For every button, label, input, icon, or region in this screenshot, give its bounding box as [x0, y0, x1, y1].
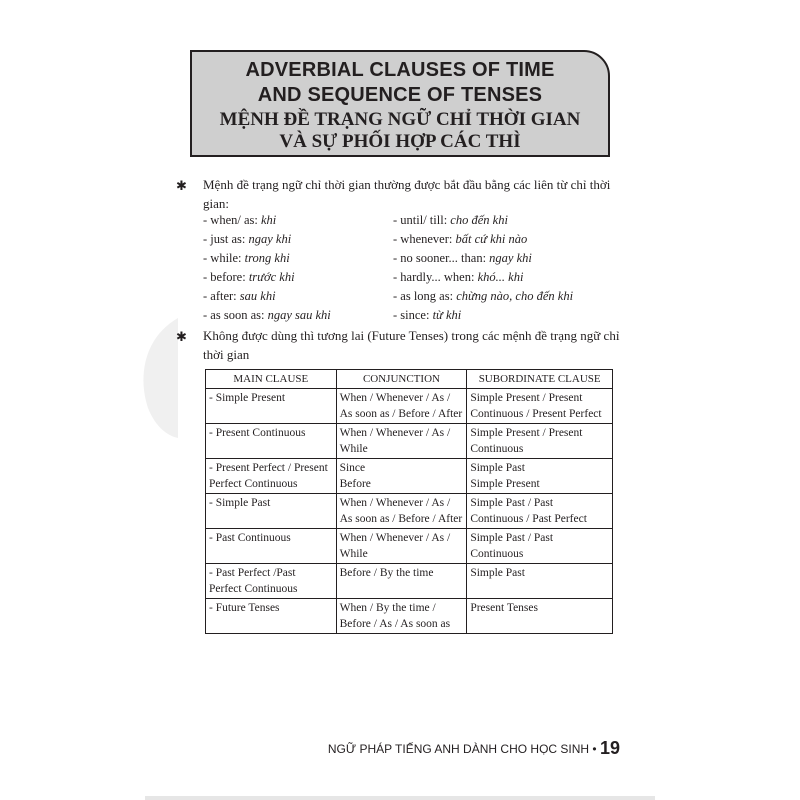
cell-line: - Past Continuous [209, 532, 291, 544]
cell-line: When / Whenever / As / [339, 497, 451, 509]
conjunction-meaning: bất cứ khi nào [455, 232, 528, 246]
conjunction-cell [336, 459, 467, 494]
table-row [206, 494, 613, 529]
footer-separator: • [592, 742, 597, 756]
cell-line: Before / By the time [339, 567, 434, 579]
header-conjunction: CONJUNCTION [336, 370, 467, 389]
conjunction-item [393, 211, 508, 230]
tenses-table [205, 369, 613, 634]
conjunction-item [393, 249, 532, 268]
bullet-star-icon: ✱ [176, 329, 187, 344]
cell-line: When / Whenever / As / [339, 392, 451, 404]
cell-line: When / By the time / [339, 602, 436, 614]
cell-line: Simple Present / Present [470, 427, 583, 439]
cell-line: Simple Past [470, 567, 525, 579]
cell-line: Simple Present [470, 478, 540, 490]
conjunction-meaning: trước khi [248, 270, 295, 284]
subordinate-clause-cell [467, 494, 613, 529]
cell-line: - Past Perfect /Past [209, 567, 296, 579]
cell-line: When / Whenever / As / [339, 427, 451, 439]
conjunction-term: - before: [203, 270, 249, 284]
table-header-row [206, 370, 613, 389]
cell-line: - Present Perfect / Present [209, 462, 328, 474]
conjunction-cell [336, 494, 467, 529]
cell-line: - Simple Past [209, 497, 271, 509]
main-clause-cell [206, 529, 337, 564]
conjunction-term: - hardly... when: [393, 270, 478, 284]
cell-line: Continuous / Present Perfect [470, 408, 602, 420]
main-clause-cell [206, 494, 337, 529]
conjunction-meaning: ngay khi [489, 251, 532, 265]
cell-line: Before [339, 478, 371, 490]
cell-line: Perfect Continuous [209, 478, 298, 490]
header-main-clause: MAIN CLAUSE [206, 370, 337, 389]
conjunction-cell [336, 424, 467, 459]
table-row [206, 529, 613, 564]
conjunction-cell [336, 389, 467, 424]
cell-line: Simple Past / Past [470, 497, 554, 509]
subordinate-clause-cell [467, 529, 613, 564]
cell-line: Since [339, 462, 366, 474]
conjunction-term: - as long as: [393, 289, 457, 303]
conjunction-meaning: ngay sau khi [267, 308, 331, 322]
cell-line: Continuous [470, 443, 524, 455]
conjunction-term: - while: [203, 251, 245, 265]
main-clause-cell [206, 389, 337, 424]
main-clause-cell [206, 564, 337, 599]
table-row [206, 599, 613, 634]
subordinate-clause-cell [467, 459, 613, 494]
cell-line: While [339, 548, 368, 560]
cell-line: - Present Continuous [209, 427, 306, 439]
intro-paragraph: Mệnh đề trạng ngữ chỉ thời gian thường được bắt đầu bằng các liên từ chỉ thời gian: [203, 177, 611, 211]
conjunction-term: - until/ till: [393, 213, 451, 227]
conjunction-meaning: chừng nào, cho đến khi [456, 289, 574, 303]
conjunction-meaning: cho đến khi [450, 213, 508, 227]
conjunction-item [393, 287, 573, 306]
conjunction-item [203, 306, 331, 325]
conjunction-meaning: ngay khi [248, 232, 292, 246]
page-footer [300, 738, 620, 759]
cell-line: While [339, 443, 368, 455]
cell-line: Continuous / Past Perfect [470, 513, 587, 525]
table-row [206, 459, 613, 494]
cell-line: Simple Present / Present [470, 392, 583, 404]
conjunction-term: - since: [393, 308, 433, 322]
title-english-line-2: AND SEQUENCE OF TENSES [257, 84, 543, 106]
subordinate-clause-cell [467, 564, 613, 599]
conjunction-item [203, 230, 291, 249]
conjunction-term: - no sooner... than: [393, 251, 490, 265]
cell-line: Perfect Continuous [209, 583, 298, 595]
page-number: 19 [599, 738, 620, 758]
conjunction-meaning: khó... khi [477, 270, 524, 284]
conjunction-item [203, 249, 290, 268]
conjunction-meaning: trong khi [244, 251, 290, 265]
bullet-star-icon: ✱ [176, 178, 187, 193]
conjunction-cell [336, 529, 467, 564]
header-subordinate-clause: SUBORDINATE CLAUSE [467, 370, 613, 389]
table-row [206, 389, 613, 424]
page-bottom-edge [145, 796, 655, 800]
conjunction-item [393, 306, 461, 325]
title-english-line-1: ADVERBIAL CLAUSES OF TIME [245, 59, 555, 81]
cell-line: As soon as / Before / After [339, 513, 463, 525]
conjunction-term: - after: [203, 289, 240, 303]
title-box [190, 50, 610, 157]
title-vietnamese-line-2: VÀ SỰ PHỐI HỢP CÁC THÌ [279, 131, 521, 152]
conjunction-item [203, 287, 276, 306]
cell-line: Simple Past [470, 462, 525, 474]
conjunction-item [393, 268, 523, 287]
cell-line: - Simple Present [209, 392, 286, 404]
watermark-logo-icon [138, 318, 178, 438]
conjunction-meaning: khi [260, 213, 277, 227]
conjunction-term: - just as: [203, 232, 249, 246]
conjunction-item [203, 211, 276, 230]
table-row [206, 564, 613, 599]
main-clause-cell [206, 424, 337, 459]
subordinate-clause-cell [467, 389, 613, 424]
cell-line: As soon as / Before / After [339, 408, 463, 420]
cell-line: When / Whenever / As / [339, 532, 451, 544]
conjunction-term: - as soon as: [203, 308, 268, 322]
conjunction-term: - whenever: [393, 232, 456, 246]
table-row [206, 424, 613, 459]
conjunction-meaning: từ khi [432, 308, 462, 322]
cell-line: Simple Past / Past [470, 532, 554, 544]
cell-line: Continuous [470, 548, 524, 560]
subordinate-clause-cell [467, 599, 613, 634]
cell-line: - Future Tenses [209, 602, 280, 614]
conjunction-item [203, 268, 295, 287]
subordinate-clause-cell [467, 424, 613, 459]
footer-book-title: NGỮ PHÁP TIẾNG ANH DÀNH CHO HỌC SINH [327, 742, 590, 756]
main-clause-cell [206, 459, 337, 494]
conjunction-term: - when/ as: [203, 213, 261, 227]
conjunction-cell [336, 599, 467, 634]
conjunction-meaning: sau khi [239, 289, 276, 303]
conjunction-item [393, 230, 527, 249]
title-vietnamese-line-1: MỆNH ĐỀ TRẠNG NGỮ CHỈ THỜI GIAN [219, 109, 581, 130]
cell-line: Present Tenses [470, 602, 538, 614]
conjunction-cell [336, 564, 467, 599]
main-clause-cell [206, 599, 337, 634]
cell-line: Before / As / As soon as [339, 618, 451, 630]
note-paragraph: Không được dùng thì tương lai (Future Tenses) trong các mệnh đề trạng ngữ chỉ thời gian [203, 328, 620, 362]
